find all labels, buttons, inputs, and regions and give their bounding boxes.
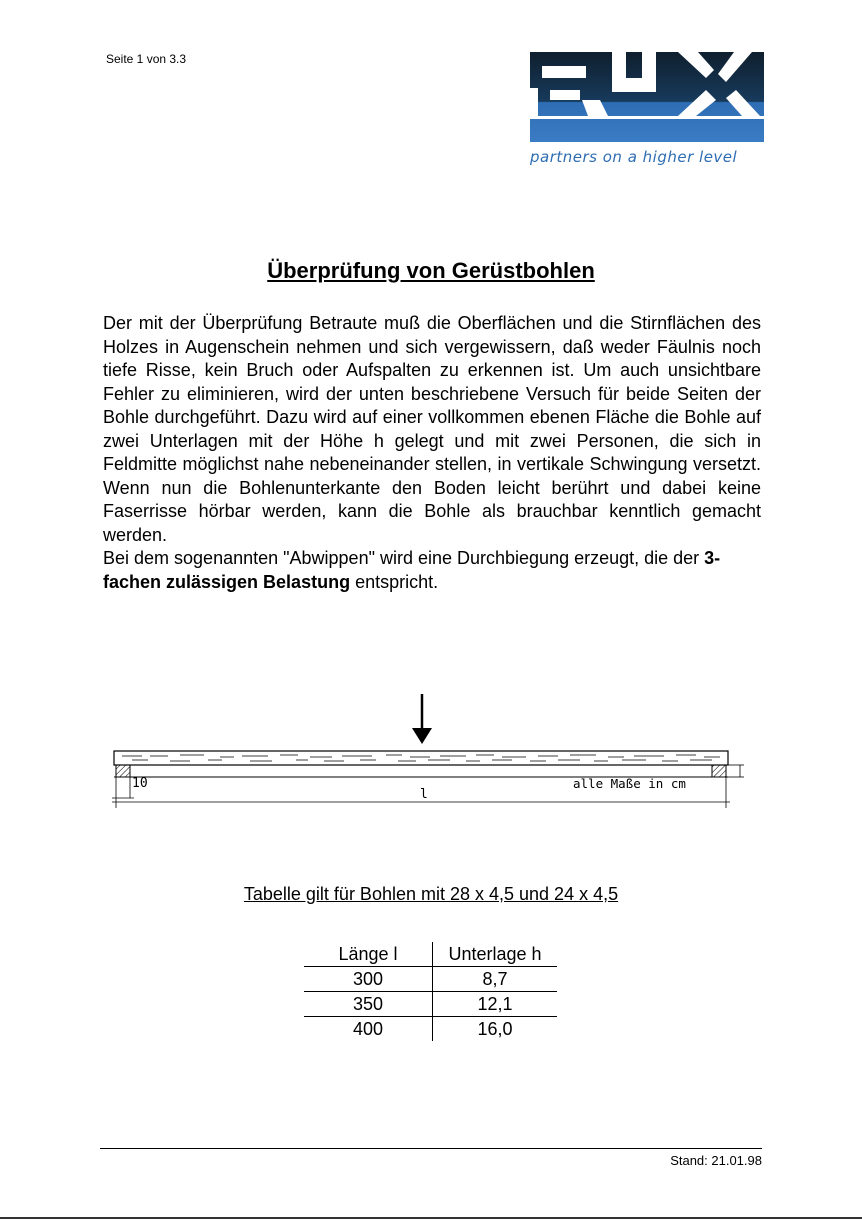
header-support-height: Unterlage h [433,942,558,967]
page-number: Seite 1 von 3.3 [106,52,187,66]
plank-test-diagram [110,690,755,820]
table-row [304,1017,557,1042]
right-support [712,765,726,777]
cell-length: 350 [304,992,433,1017]
rux-logo [530,52,764,172]
body-text [103,312,761,594]
rux-logo-mark [530,52,764,147]
support-width-label: 10 [132,776,148,791]
cell-height: 8,7 [433,967,558,992]
left-support [116,765,130,777]
table-row [304,992,557,1017]
load-arrow-icon [412,694,432,744]
units-note: alle Maße in cm [573,776,686,791]
paragraph-load-post: entspricht. [350,571,439,592]
footer-date: Stand: 21.01.98 [670,1153,762,1168]
cell-height: 16,0 [477,1018,513,1039]
cell-height: 12,1 [433,992,558,1017]
paragraph-load-bold: 3-fachen zulässigen Belastung [103,548,721,592]
logo-tagline: partners on a higher level [530,148,738,166]
document-title: Überprüfung von Gerüstbohlen [267,258,595,283]
paragraph-load [103,547,761,594]
page-bottom-edge [0,1217,862,1219]
plank [114,751,728,765]
cell-length: 400 [304,1017,433,1042]
table-header-row [304,942,557,967]
paragraph-load-pre: Bei dem sogenannten "Abwippen" wird eine Durchbiegung erzeugt, die der [103,548,705,568]
dimensions-table [304,942,557,1041]
header-length: Länge l [304,942,433,967]
paragraph-inspection: Der mit der Überprüfung Betraute muß die Oberflächen und die Stirnflächen des Holzes in Augenschein nehmen und sich vergewissern, daß weder Fäulnis noch tiefe Risse, kein Bruch oder Aufspalten zu erkennen ist. Um auch unsichtbare Fehler zu eliminieren, wird der unten beschriebene Versuch für beide Seiten der Bohle durchgeführt. Dazu wird auf einer vollkommen ebenen Fläche die Bohle auf zwei Unterlagen mit der Höhe h gelegt und mit zwei Personen, die sich in Feldmitte möglichst nahe nebeneinander stellen, in vertikale Schwingung versetzt. Wenn nun die Bohlenunterkante den Boden leicht berührt und dabei keine Faserrisse hörbar werden, kann die Bohle als brauchbar kenntlich gemacht werden. [103,313,761,545]
length-label: l [420,787,428,802]
cell-length: 300 [304,967,433,992]
table-row [304,967,557,992]
table-caption: Tabelle gilt für Bohlen mit 28 x 4,5 und 24 x 4,5 [243,884,619,904]
footer-divider [100,1148,762,1149]
